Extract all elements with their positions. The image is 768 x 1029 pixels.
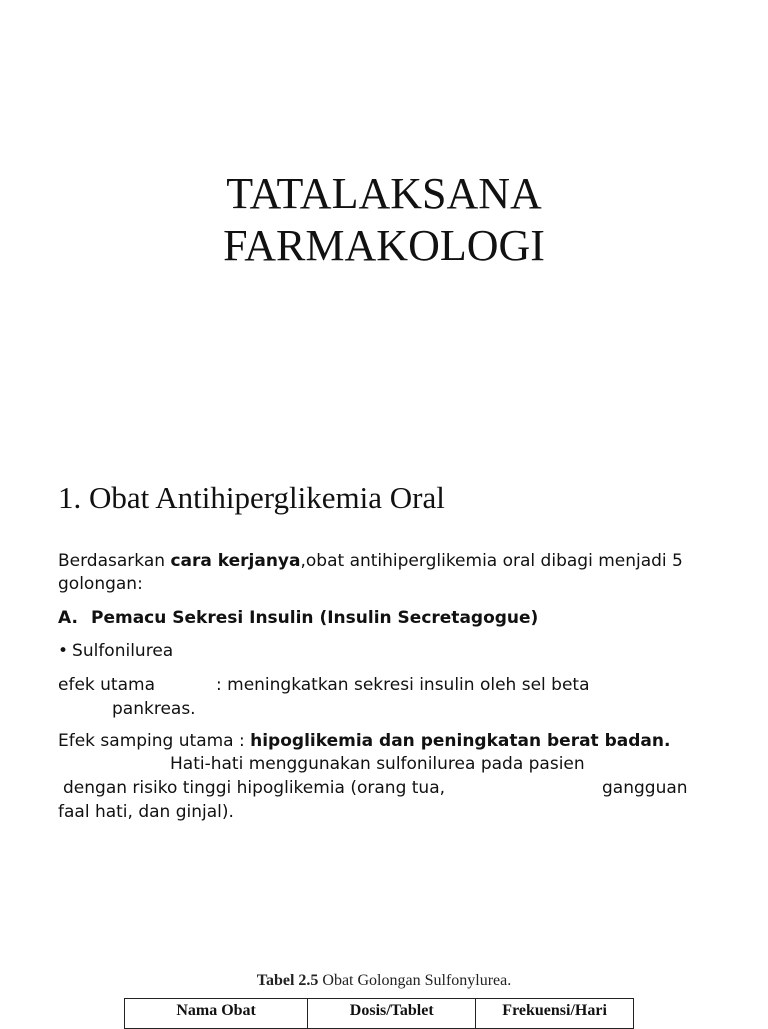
section-heading: 1. Obat Antihiperglikemia Oral	[58, 480, 445, 515]
title-line-1: TATALAKSANA	[226, 169, 542, 218]
title-line-2: FARMAKOLOGI	[223, 221, 545, 270]
header-frekuensi-hari: Frekuensi/Hari	[476, 999, 634, 1029]
sulfonylurea-table	[124, 998, 634, 1029]
side-effect-label: Efek samping utama :	[58, 731, 251, 751]
side-effect-line-3b: gangguan	[602, 778, 688, 798]
effect-line	[58, 674, 590, 697]
bullet-text: Sulfonilurea	[72, 641, 174, 661]
bullet-icon: •	[58, 641, 69, 661]
side-effect-bold: hipoglikemia dan peningkatan berat badan.	[250, 731, 671, 751]
side-effect-line-4: faal hati, dan ginjal).	[58, 802, 234, 822]
intro-text-pre: Berdasarkan	[58, 551, 171, 571]
intro-text-bold: cara kerjanya	[170, 551, 301, 571]
effect-continuation: pankreas.	[112, 699, 196, 719]
table-caption-label: Tabel 2.5	[256, 972, 319, 989]
side-effect-line	[58, 730, 670, 753]
side-effect-line-3a: dengan risiko tinggi hipoglikemia (orang tua,	[63, 778, 446, 798]
effect-text: : meningkatkan sekresi insulin oleh sel beta	[216, 675, 590, 695]
intro-paragraph	[58, 550, 683, 573]
bullet-item	[58, 640, 173, 663]
subheading-text: Pemacu Sekresi Insulin (Insulin Secretagogue)	[91, 608, 539, 628]
intro-line-2: golongan:	[58, 574, 143, 594]
effect-label: efek utama	[58, 675, 155, 695]
slide-title	[0, 168, 768, 272]
subheading-marker: A.	[58, 608, 78, 628]
table-caption-text: Obat Golongan Sulfonylurea.	[318, 972, 512, 989]
subheading-a	[58, 607, 538, 630]
intro-text-post: ,obat antihiperglikemia oral dibagi menjadi 5	[300, 551, 683, 571]
header-dosis-tablet: Dosis/Tablet	[308, 999, 476, 1029]
side-effect-line-2: Hati-hati menggunakan sulfonilurea pada pasien	[170, 754, 585, 774]
table-caption	[0, 970, 768, 992]
table-header-row	[125, 999, 634, 1029]
header-nama-obat: Nama Obat	[125, 999, 308, 1029]
